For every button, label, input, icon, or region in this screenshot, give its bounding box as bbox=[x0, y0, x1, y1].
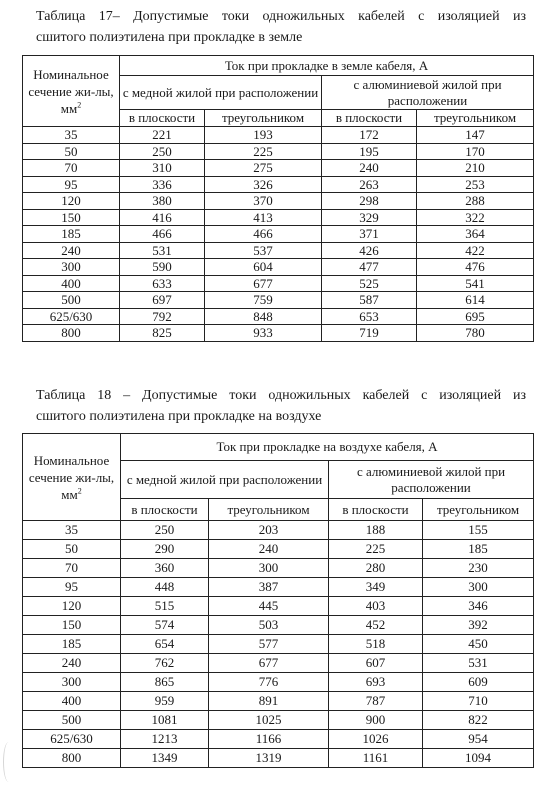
cell-aluminum-plane: 900 bbox=[329, 711, 423, 730]
table17-col-copper-triangle: треугольником bbox=[205, 110, 322, 127]
table18 bbox=[22, 433, 534, 768]
cell-section: 95 bbox=[23, 176, 120, 193]
cell-aluminum-triangle: 822 bbox=[423, 711, 534, 730]
cell-copper-triangle: 759 bbox=[205, 292, 322, 309]
cell-aluminum-plane: 477 bbox=[322, 259, 417, 276]
table-row bbox=[23, 654, 534, 673]
cell-aluminum-triangle: 954 bbox=[423, 730, 534, 749]
cell-copper-plane: 416 bbox=[120, 209, 205, 226]
cell-copper-triangle: 225 bbox=[205, 143, 322, 160]
cell-aluminum-triangle: 364 bbox=[417, 226, 534, 243]
cell-copper-triangle: 776 bbox=[209, 673, 329, 692]
cell-aluminum-triangle: 185 bbox=[423, 540, 534, 559]
cell-section: 50 bbox=[23, 540, 121, 559]
table-row bbox=[23, 635, 534, 654]
table17-header-section-sup: 2 bbox=[77, 100, 82, 110]
table-row bbox=[23, 749, 534, 768]
table18-col-aluminum-plane: в плоскости bbox=[329, 499, 423, 521]
cell-copper-triangle: 537 bbox=[205, 242, 322, 259]
cell-section: 500 bbox=[23, 292, 120, 309]
cell-aluminum-triangle: 155 bbox=[423, 521, 534, 540]
cell-section: 240 bbox=[23, 654, 121, 673]
cell-copper-plane: 825 bbox=[120, 325, 205, 342]
cell-copper-triangle: 413 bbox=[205, 209, 322, 226]
table18-header-current: Ток при прокладке на воздухе кабеля, А bbox=[121, 434, 534, 461]
cell-copper-plane: 633 bbox=[120, 275, 205, 292]
cell-copper-plane: 380 bbox=[120, 193, 205, 210]
cell-aluminum-triangle: 147 bbox=[417, 127, 534, 144]
cell-aluminum-triangle: 170 bbox=[417, 143, 534, 160]
table18-header-section-text: Номинальное сечение жи-лы, мм bbox=[28, 452, 115, 502]
table-row bbox=[23, 559, 534, 578]
table-row bbox=[23, 259, 534, 276]
cell-aluminum-triangle: 450 bbox=[423, 635, 534, 654]
cell-section: 240 bbox=[23, 242, 120, 259]
table17-caption-line2: сшитого полиэтилена при прокладке в земле bbox=[36, 30, 303, 45]
table-row bbox=[23, 275, 534, 292]
cell-aluminum-plane: 653 bbox=[322, 308, 417, 325]
cell-aluminum-plane: 452 bbox=[329, 616, 423, 635]
cell-section: 70 bbox=[23, 559, 121, 578]
table17-caption bbox=[36, 6, 526, 48]
cell-section: 35 bbox=[23, 521, 121, 540]
cell-copper-plane: 290 bbox=[121, 540, 209, 559]
cell-aluminum-triangle: 609 bbox=[423, 673, 534, 692]
cell-aluminum-triangle: 531 bbox=[423, 654, 534, 673]
cell-copper-plane: 531 bbox=[120, 242, 205, 259]
table17-col-aluminum-triangle: треугольником bbox=[417, 110, 534, 127]
margin-pencil-mark bbox=[3, 742, 14, 782]
table-row bbox=[23, 521, 534, 540]
cell-aluminum-plane: 525 bbox=[322, 275, 417, 292]
cell-aluminum-triangle: 422 bbox=[417, 242, 534, 259]
cell-section: 400 bbox=[23, 692, 121, 711]
cell-aluminum-plane: 188 bbox=[329, 521, 423, 540]
table17-header-section-text: Номинальное сечение жи-лы, мм bbox=[28, 66, 114, 116]
cell-copper-triangle: 677 bbox=[205, 275, 322, 292]
cell-aluminum-plane: 719 bbox=[322, 325, 417, 342]
cell-aluminum-plane: 263 bbox=[322, 176, 417, 193]
cell-aluminum-triangle: 476 bbox=[417, 259, 534, 276]
cell-section: 185 bbox=[23, 226, 120, 243]
cell-aluminum-triangle: 780 bbox=[417, 325, 534, 342]
cell-copper-triangle: 466 bbox=[205, 226, 322, 243]
table17-header-section bbox=[23, 56, 120, 127]
cell-copper-triangle: 933 bbox=[205, 325, 322, 342]
table-row bbox=[23, 242, 534, 259]
cell-aluminum-triangle: 710 bbox=[423, 692, 534, 711]
cell-aluminum-plane: 298 bbox=[322, 193, 417, 210]
table-row bbox=[23, 597, 534, 616]
table18-body bbox=[23, 521, 534, 768]
cell-copper-plane: 1349 bbox=[121, 749, 209, 768]
table-row bbox=[23, 193, 534, 210]
table17-header-copper: с медной жилой при расположении bbox=[120, 76, 322, 110]
cell-aluminum-plane: 329 bbox=[322, 209, 417, 226]
cell-aluminum-triangle: 288 bbox=[417, 193, 534, 210]
cell-copper-triangle: 891 bbox=[209, 692, 329, 711]
cell-section: 625/630 bbox=[23, 730, 121, 749]
table17-body bbox=[23, 127, 534, 342]
cell-aluminum-triangle: 210 bbox=[417, 160, 534, 177]
table-row bbox=[23, 143, 534, 160]
cell-aluminum-plane: 1026 bbox=[329, 730, 423, 749]
cell-aluminum-plane: 787 bbox=[329, 692, 423, 711]
table18-col-copper-plane: в плоскости bbox=[121, 499, 209, 521]
cell-section: 120 bbox=[23, 597, 121, 616]
cell-aluminum-plane: 172 bbox=[322, 127, 417, 144]
cell-aluminum-plane: 349 bbox=[329, 578, 423, 597]
cell-aluminum-plane: 693 bbox=[329, 673, 423, 692]
cell-aluminum-plane: 225 bbox=[329, 540, 423, 559]
cell-section: 50 bbox=[23, 143, 120, 160]
table18-col-copper-triangle: треугольником bbox=[209, 499, 329, 521]
cell-section: 800 bbox=[23, 325, 120, 342]
cell-copper-triangle: 370 bbox=[205, 193, 322, 210]
cell-copper-triangle: 848 bbox=[205, 308, 322, 325]
cell-section: 625/630 bbox=[23, 308, 120, 325]
table-row bbox=[23, 127, 534, 144]
table-row bbox=[23, 540, 534, 559]
cell-copper-triangle: 193 bbox=[205, 127, 322, 144]
cell-copper-plane: 1213 bbox=[121, 730, 209, 749]
cell-aluminum-plane: 371 bbox=[322, 226, 417, 243]
table-row bbox=[23, 209, 534, 226]
cell-copper-triangle: 387 bbox=[209, 578, 329, 597]
cell-aluminum-plane: 607 bbox=[329, 654, 423, 673]
cell-copper-plane: 310 bbox=[120, 160, 205, 177]
cell-aluminum-plane: 518 bbox=[329, 635, 423, 654]
cell-copper-triangle: 604 bbox=[205, 259, 322, 276]
cell-aluminum-triangle: 253 bbox=[417, 176, 534, 193]
cell-aluminum-triangle: 346 bbox=[423, 597, 534, 616]
cell-copper-triangle: 445 bbox=[209, 597, 329, 616]
table18-caption-line1: Таблица 18 – Допустимые токи одножильных кабелей с изоляцией из bbox=[36, 388, 526, 403]
table18-header-section bbox=[23, 434, 121, 521]
cell-section: 35 bbox=[23, 127, 120, 144]
table18-header-aluminum: с алюминиевой жилой при расположении bbox=[329, 461, 534, 499]
cell-copper-triangle: 577 bbox=[209, 635, 329, 654]
cell-aluminum-triangle: 695 bbox=[417, 308, 534, 325]
cell-copper-plane: 515 bbox=[121, 597, 209, 616]
table-row bbox=[23, 176, 534, 193]
cell-section: 150 bbox=[23, 209, 120, 226]
cell-copper-plane: 590 bbox=[120, 259, 205, 276]
table-row bbox=[23, 730, 534, 749]
table-row bbox=[23, 711, 534, 730]
table17-col-copper-plane: в плоскости bbox=[120, 110, 205, 127]
cell-copper-plane: 792 bbox=[120, 308, 205, 325]
cell-copper-triangle: 503 bbox=[209, 616, 329, 635]
cell-section: 150 bbox=[23, 616, 121, 635]
cell-copper-triangle: 203 bbox=[209, 521, 329, 540]
cell-copper-plane: 250 bbox=[120, 143, 205, 160]
cell-copper-triangle: 1025 bbox=[209, 711, 329, 730]
table-row bbox=[23, 160, 534, 177]
cell-copper-plane: 959 bbox=[121, 692, 209, 711]
cell-section: 185 bbox=[23, 635, 121, 654]
cell-copper-plane: 448 bbox=[121, 578, 209, 597]
cell-aluminum-plane: 280 bbox=[329, 559, 423, 578]
table-row bbox=[23, 578, 534, 597]
cell-copper-triangle: 1166 bbox=[209, 730, 329, 749]
cell-copper-plane: 654 bbox=[121, 635, 209, 654]
cell-aluminum-plane: 195 bbox=[322, 143, 417, 160]
table18-header-copper: с медной жилой при расположении bbox=[121, 461, 329, 499]
cell-copper-plane: 762 bbox=[121, 654, 209, 673]
cell-aluminum-triangle: 300 bbox=[423, 578, 534, 597]
cell-copper-triangle: 240 bbox=[209, 540, 329, 559]
cell-aluminum-triangle: 614 bbox=[417, 292, 534, 309]
cell-section: 300 bbox=[23, 673, 121, 692]
table17-header-aluminum: с алюминиевой жилой при расположении bbox=[322, 76, 534, 110]
cell-copper-plane: 221 bbox=[120, 127, 205, 144]
table-row bbox=[23, 308, 534, 325]
cell-section: 800 bbox=[23, 749, 121, 768]
table17 bbox=[22, 55, 534, 342]
table-row bbox=[23, 673, 534, 692]
cell-copper-plane: 1081 bbox=[121, 711, 209, 730]
table17-col-aluminum-plane: в плоскости bbox=[322, 110, 417, 127]
cell-section: 120 bbox=[23, 193, 120, 210]
table17-header-current: Ток при прокладке в земле кабеля, А bbox=[120, 56, 534, 76]
cell-aluminum-triangle: 230 bbox=[423, 559, 534, 578]
table-row bbox=[23, 325, 534, 342]
table18-header-section-sup: 2 bbox=[77, 486, 82, 496]
table-row bbox=[23, 616, 534, 635]
table-row bbox=[23, 692, 534, 711]
cell-section: 95 bbox=[23, 578, 121, 597]
table17-caption-line1: Таблица 17– Допустимые токи одножильных кабелей с изоляцией из bbox=[36, 9, 526, 24]
table-row bbox=[23, 226, 534, 243]
cell-aluminum-plane: 587 bbox=[322, 292, 417, 309]
cell-copper-triangle: 300 bbox=[209, 559, 329, 578]
cell-copper-plane: 336 bbox=[120, 176, 205, 193]
cell-section: 300 bbox=[23, 259, 120, 276]
table18-col-aluminum-triangle: треугольником bbox=[423, 499, 534, 521]
cell-copper-plane: 250 bbox=[121, 521, 209, 540]
cell-aluminum-triangle: 322 bbox=[417, 209, 534, 226]
cell-copper-triangle: 1319 bbox=[209, 749, 329, 768]
cell-copper-triangle: 275 bbox=[205, 160, 322, 177]
cell-aluminum-plane: 1161 bbox=[329, 749, 423, 768]
cell-section: 500 bbox=[23, 711, 121, 730]
cell-aluminum-triangle: 541 bbox=[417, 275, 534, 292]
cell-section: 400 bbox=[23, 275, 120, 292]
cell-copper-triangle: 677 bbox=[209, 654, 329, 673]
cell-aluminum-plane: 403 bbox=[329, 597, 423, 616]
cell-copper-triangle: 326 bbox=[205, 176, 322, 193]
cell-copper-plane: 466 bbox=[120, 226, 205, 243]
table-row bbox=[23, 292, 534, 309]
table18-caption-line2: сшитого полиэтилена при прокладке на воздухе bbox=[36, 409, 322, 424]
cell-copper-plane: 360 bbox=[121, 559, 209, 578]
cell-aluminum-plane: 240 bbox=[322, 160, 417, 177]
table18-caption bbox=[36, 385, 526, 427]
cell-aluminum-plane: 426 bbox=[322, 242, 417, 259]
cell-aluminum-triangle: 392 bbox=[423, 616, 534, 635]
cell-copper-plane: 697 bbox=[120, 292, 205, 309]
cell-section: 70 bbox=[23, 160, 120, 177]
cell-copper-plane: 574 bbox=[121, 616, 209, 635]
cell-copper-plane: 865 bbox=[121, 673, 209, 692]
cell-aluminum-triangle: 1094 bbox=[423, 749, 534, 768]
